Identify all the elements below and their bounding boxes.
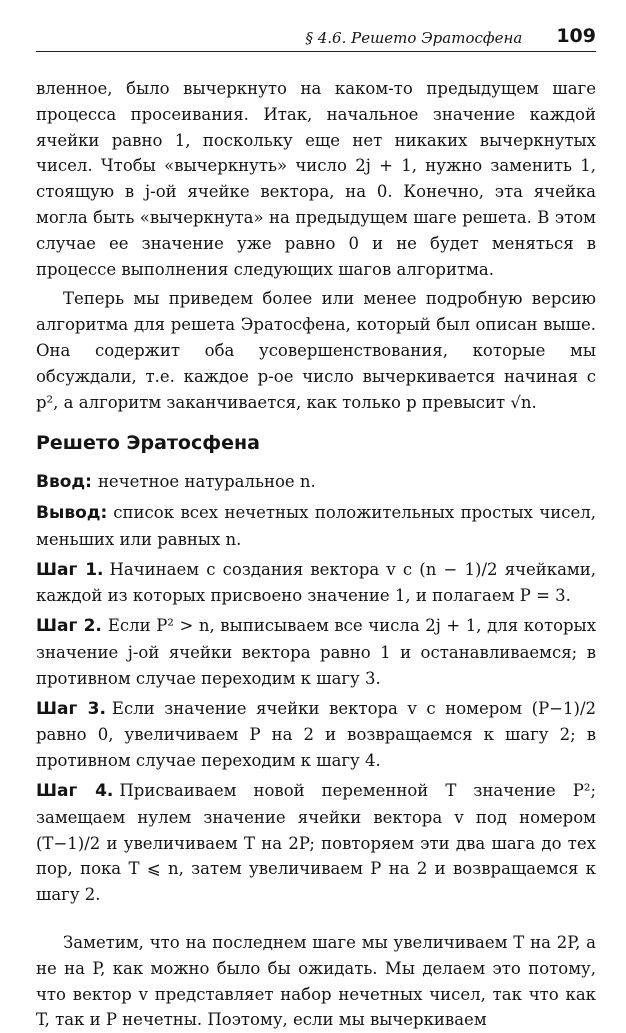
running-header [36, 22, 596, 52]
item-label: Шаг 4. [36, 780, 114, 801]
algo-step-1 [36, 557, 596, 610]
paragraph-continued: вленное, было вычеркнуто на каком-то предыдущем шаге процесса просеивания. Итак, начальное значение каждой ячейки равно 1, поскольку еще нет никаких вычеркнутых чисел. Чтобы «вычеркнуть» число 2j + 1, нужно заменить 1, стоящую в j-ой ячейке вектора, на 0. Конечно, эта ячейка могла быть «вычеркнута» на предыдущем шаге решета. В этом случае ее значение уже равно 0 и не будет меняться в процессе выполнения следующих шагов алгоритма. [36, 79, 596, 279]
item-text: Присваиваем новой переменной T значение P²; замещаем нулем значение ячейки вектора v под номером (T−1)/2 и увеличиваем T на 2P; повторяем эти два шага до тех пор, пока T ⩽ n, затем увеличиваем P на 2 и возвращаемся к шагу 2. [36, 780, 597, 905]
paragraph-remark: Заметим, что на последнем шаге мы увеличиваем T на 2P, а не на P, как можно было бы ожидать. Мы делаем это потому, что вектор v представляет набор нечетных чисел, так что как T, так и P нечетны. Поэтому, если мы вычеркиваем [36, 932, 596, 1030]
item-text: Если P² > n, выписываем все числа 2j + 1, для которых значение j-ой ячейки вектора равно 1 и останавливаемся; в противном случае переходим к шагу 3. [36, 616, 596, 688]
item-text: список всех нечетных положительных простых чисел, меньших или равных n. [36, 502, 596, 549]
algo-step-4 [36, 778, 596, 908]
algo-step-2 [36, 613, 596, 691]
item-label: Ввод: [36, 472, 92, 493]
algo-output [36, 500, 596, 553]
item-label: Вывод: [36, 502, 108, 523]
page-number: 109 [556, 25, 596, 47]
item-label: Шаг 2. [36, 616, 102, 637]
item-text: Если значение ячейки вектора v с номером (P−1)/2 равно 0, увеличиваем P на 2 и возвращаемся к шагу 2; в противном случае переходим к шагу 4. [36, 698, 596, 771]
section-title: § 4.6. Решето Эратосфена [305, 29, 523, 47]
algorithm-block [36, 469, 596, 908]
paragraph-intro: Теперь мы приведем более или менее подробную версию алгоритма для решета Эратосфена, который был описан выше. Она содержит оба усовершенствования, которые мы обсуждали, т.е. каждое p-ое число вычеркивается начиная с p², а алгоритм заканчивается, как только p превысит √n. [36, 289, 596, 412]
item-label: Шаг 1. [36, 559, 104, 580]
algo-step-3 [36, 696, 596, 774]
page-body [36, 76, 596, 1033]
item-text: нечетное натуральное n. [97, 472, 316, 492]
algo-input [36, 469, 596, 496]
item-label: Шаг 3. [36, 698, 106, 719]
algorithm-title: Решето Эратосфена [36, 432, 260, 455]
item-text: Начинаем с создания вектора v с (n − 1)/2 ячейками, каждой из которых присвоено значение 1, и полагаем P = 3. [36, 559, 597, 606]
